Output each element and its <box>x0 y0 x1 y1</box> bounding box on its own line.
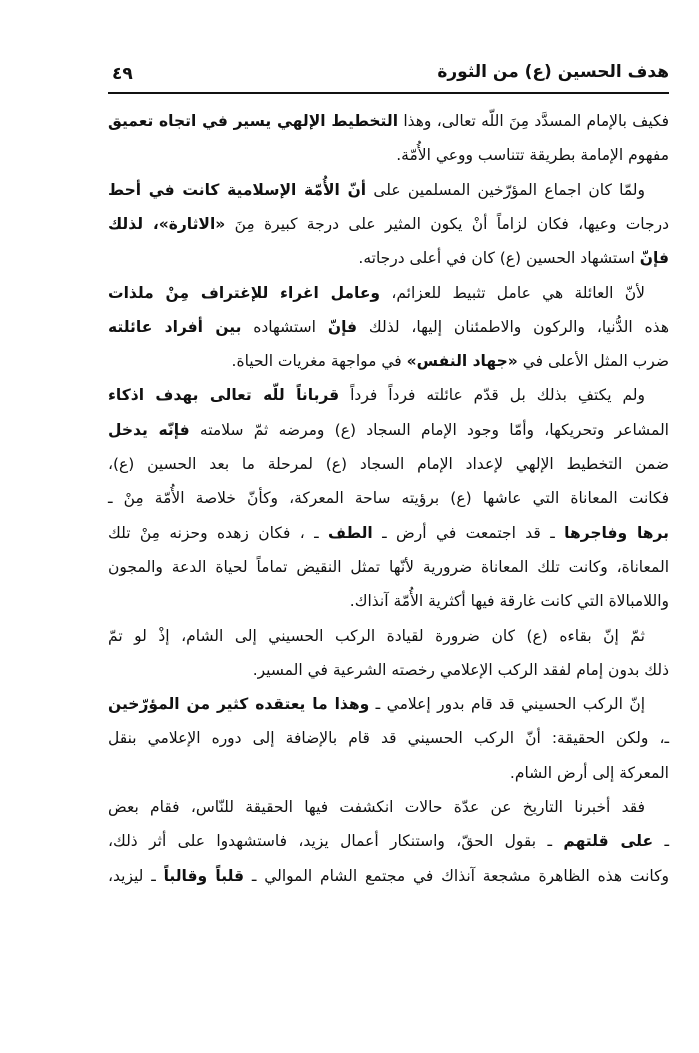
bold-text-segment: فإنّه يدخل <box>108 420 190 439</box>
running-header <box>108 58 669 94</box>
text-segment: ـ <box>653 832 670 851</box>
text-segment: ـ ، فكان زهده وحزنه مِنْ تلك <box>108 523 329 542</box>
text-line <box>108 483 669 513</box>
text-line <box>108 586 669 616</box>
text-segment: المعركة إلى أرض الشام. <box>509 763 669 782</box>
text-line <box>108 346 669 376</box>
text-line <box>108 518 669 548</box>
text-segment: المشاعر وتحريكها، وأمّا وجود الإمام السجاد (ع) ومرضه ثمّ سلامته <box>189 420 669 439</box>
text-line <box>108 689 669 719</box>
text-segment: لأنّ العائلة هي عامل تثبيط للعزائم، <box>380 283 645 302</box>
text-segment: في مواجهة مغريات الحياة. <box>231 352 407 371</box>
text-line <box>108 140 669 170</box>
text-line <box>108 758 669 788</box>
text-segment: ـ، ولكن الحقيقة: أنّ الركب الحسيني قد قام بالإضافة إلى دوره الإعلامي بنقل <box>108 729 669 748</box>
header-title: هدف الحسين (ع) من الثورة <box>437 62 669 82</box>
text-line <box>108 655 669 685</box>
bold-text-segment: الطف <box>328 523 373 542</box>
bold-text-segment: برها وفاجرها <box>564 523 669 542</box>
text-line <box>108 792 669 822</box>
bold-text-segment: بين أفراد عائلته <box>108 317 242 336</box>
text-segment: المعاناة، وكانت تلك المعاناة ضرورية لأنّها تمثل النقيض تماماً لحياة الدعة والمجون <box>108 557 669 576</box>
text-line <box>108 106 669 136</box>
bold-text-segment: فإنّ <box>639 249 669 268</box>
bold-text-segment: التخطيط الإلهي يسير في اتجاه تعميق <box>108 112 399 130</box>
text-segment: ولمّا كان اجماع المؤرّخين المسلمين على <box>366 180 646 199</box>
text-line <box>108 175 669 205</box>
bold-text-segment: «الاثارة»، لذلك <box>108 214 226 233</box>
bold-text-segment: أنّ الأُمّة الإسلامية كانت في أحط <box>108 180 367 199</box>
bold-text-segment: قرباناً للّه تعالى بهدف اذكاء <box>108 386 340 405</box>
bold-text-segment: «جهاد النفس» <box>406 352 518 371</box>
text-segment: ثمّ إنّ بقاءه (ع) كان ضرورة لقيادة الركب الحسيني إلى الشام، إذْ لو تمّ <box>108 626 645 645</box>
text-line <box>108 243 669 273</box>
bold-text-segment: وهذا ما يعتقده كثير من المؤرّخين <box>108 695 370 714</box>
text-segment: فكانت المعاناة التي عاشها (ع) برؤيته ساحة المعركة، وكأنّ خلاصة الأُمّة مِنْ ـ <box>108 489 669 508</box>
text-segment: ضمن التخطيط الإلهي لإعداد الإمام السجاد (ع) لمرحلة ما بعد الحسين (ع)، <box>108 455 669 473</box>
text-segment: ـ ليزيد، <box>108 866 164 885</box>
page-number: ٤٩ <box>112 64 133 84</box>
text-line <box>108 380 669 410</box>
text-segment: مفهوم الإمامة بطريقة تتناسب ووعي الأُمّة. <box>396 146 669 165</box>
text-segment: واللامبالاة التي كانت غارقة فيها أكثرية الأُمّة آنذاك. <box>349 592 669 611</box>
text-line <box>108 312 669 342</box>
text-line <box>108 826 669 856</box>
text-line <box>108 209 669 239</box>
text-segment: ضرب المثل الأعلى في <box>517 352 669 371</box>
text-segment: ـ قد اجتمعت في أرض ـ <box>372 523 565 542</box>
text-segment: ولم يكتفِ بذلك بل قدّم عائلته فرداً فرداً <box>339 386 645 405</box>
text-line <box>108 621 669 651</box>
bold-text-segment: قلباً وقالباً <box>163 866 245 885</box>
bold-text-segment: على قلتهم <box>563 832 654 851</box>
text-segment: ـ بقول الحقّ، واستنكار أعمال يزيد، فاستشهدوا على أثر ذلك، <box>108 832 564 851</box>
text-segment: هذه الدُّنيا، والركون والاطمئنان إليها، لذلك <box>357 317 669 336</box>
text-line <box>108 449 669 479</box>
text-segment: وكانت هذه الظاهرة مشجعة آنذاك في مجتمع الشام الموالي ـ <box>244 866 669 885</box>
text-segment: فكيف بالإمام المسدَّد مِنَ اللّه تعالى، وهذا <box>398 112 669 130</box>
text-segment: درجات وعيها، فكان لزاماً أنْ يكون المثير على درجة كبيرة مِنَ <box>225 214 669 233</box>
text-segment: إنّ الركب الحسيني قد قام بدور إعلامي ـ <box>369 695 646 714</box>
bold-text-segment: فإنّ <box>327 317 358 336</box>
text-line <box>108 278 669 308</box>
text-line <box>108 861 669 891</box>
text-segment: استشهاد الحسين (ع) كان في أعلى درجاته. <box>358 249 640 268</box>
text-line <box>108 415 669 445</box>
text-segment: ذلك بدون إمام لفقد الركب الإعلامي رخصته الشرعية في المسير. <box>252 660 669 679</box>
text-segment: فقد أخبرنا التاريخ عن عدّة حالات انكشفت فيها الحقيقة للنّاس، فقام بعض <box>108 798 645 816</box>
bold-text-segment: وعامل اغراء للإغتراف مِنْ ملذات <box>108 283 381 302</box>
text-segment: استشهاده <box>241 317 328 336</box>
text-line <box>108 552 669 582</box>
text-line <box>108 723 669 753</box>
